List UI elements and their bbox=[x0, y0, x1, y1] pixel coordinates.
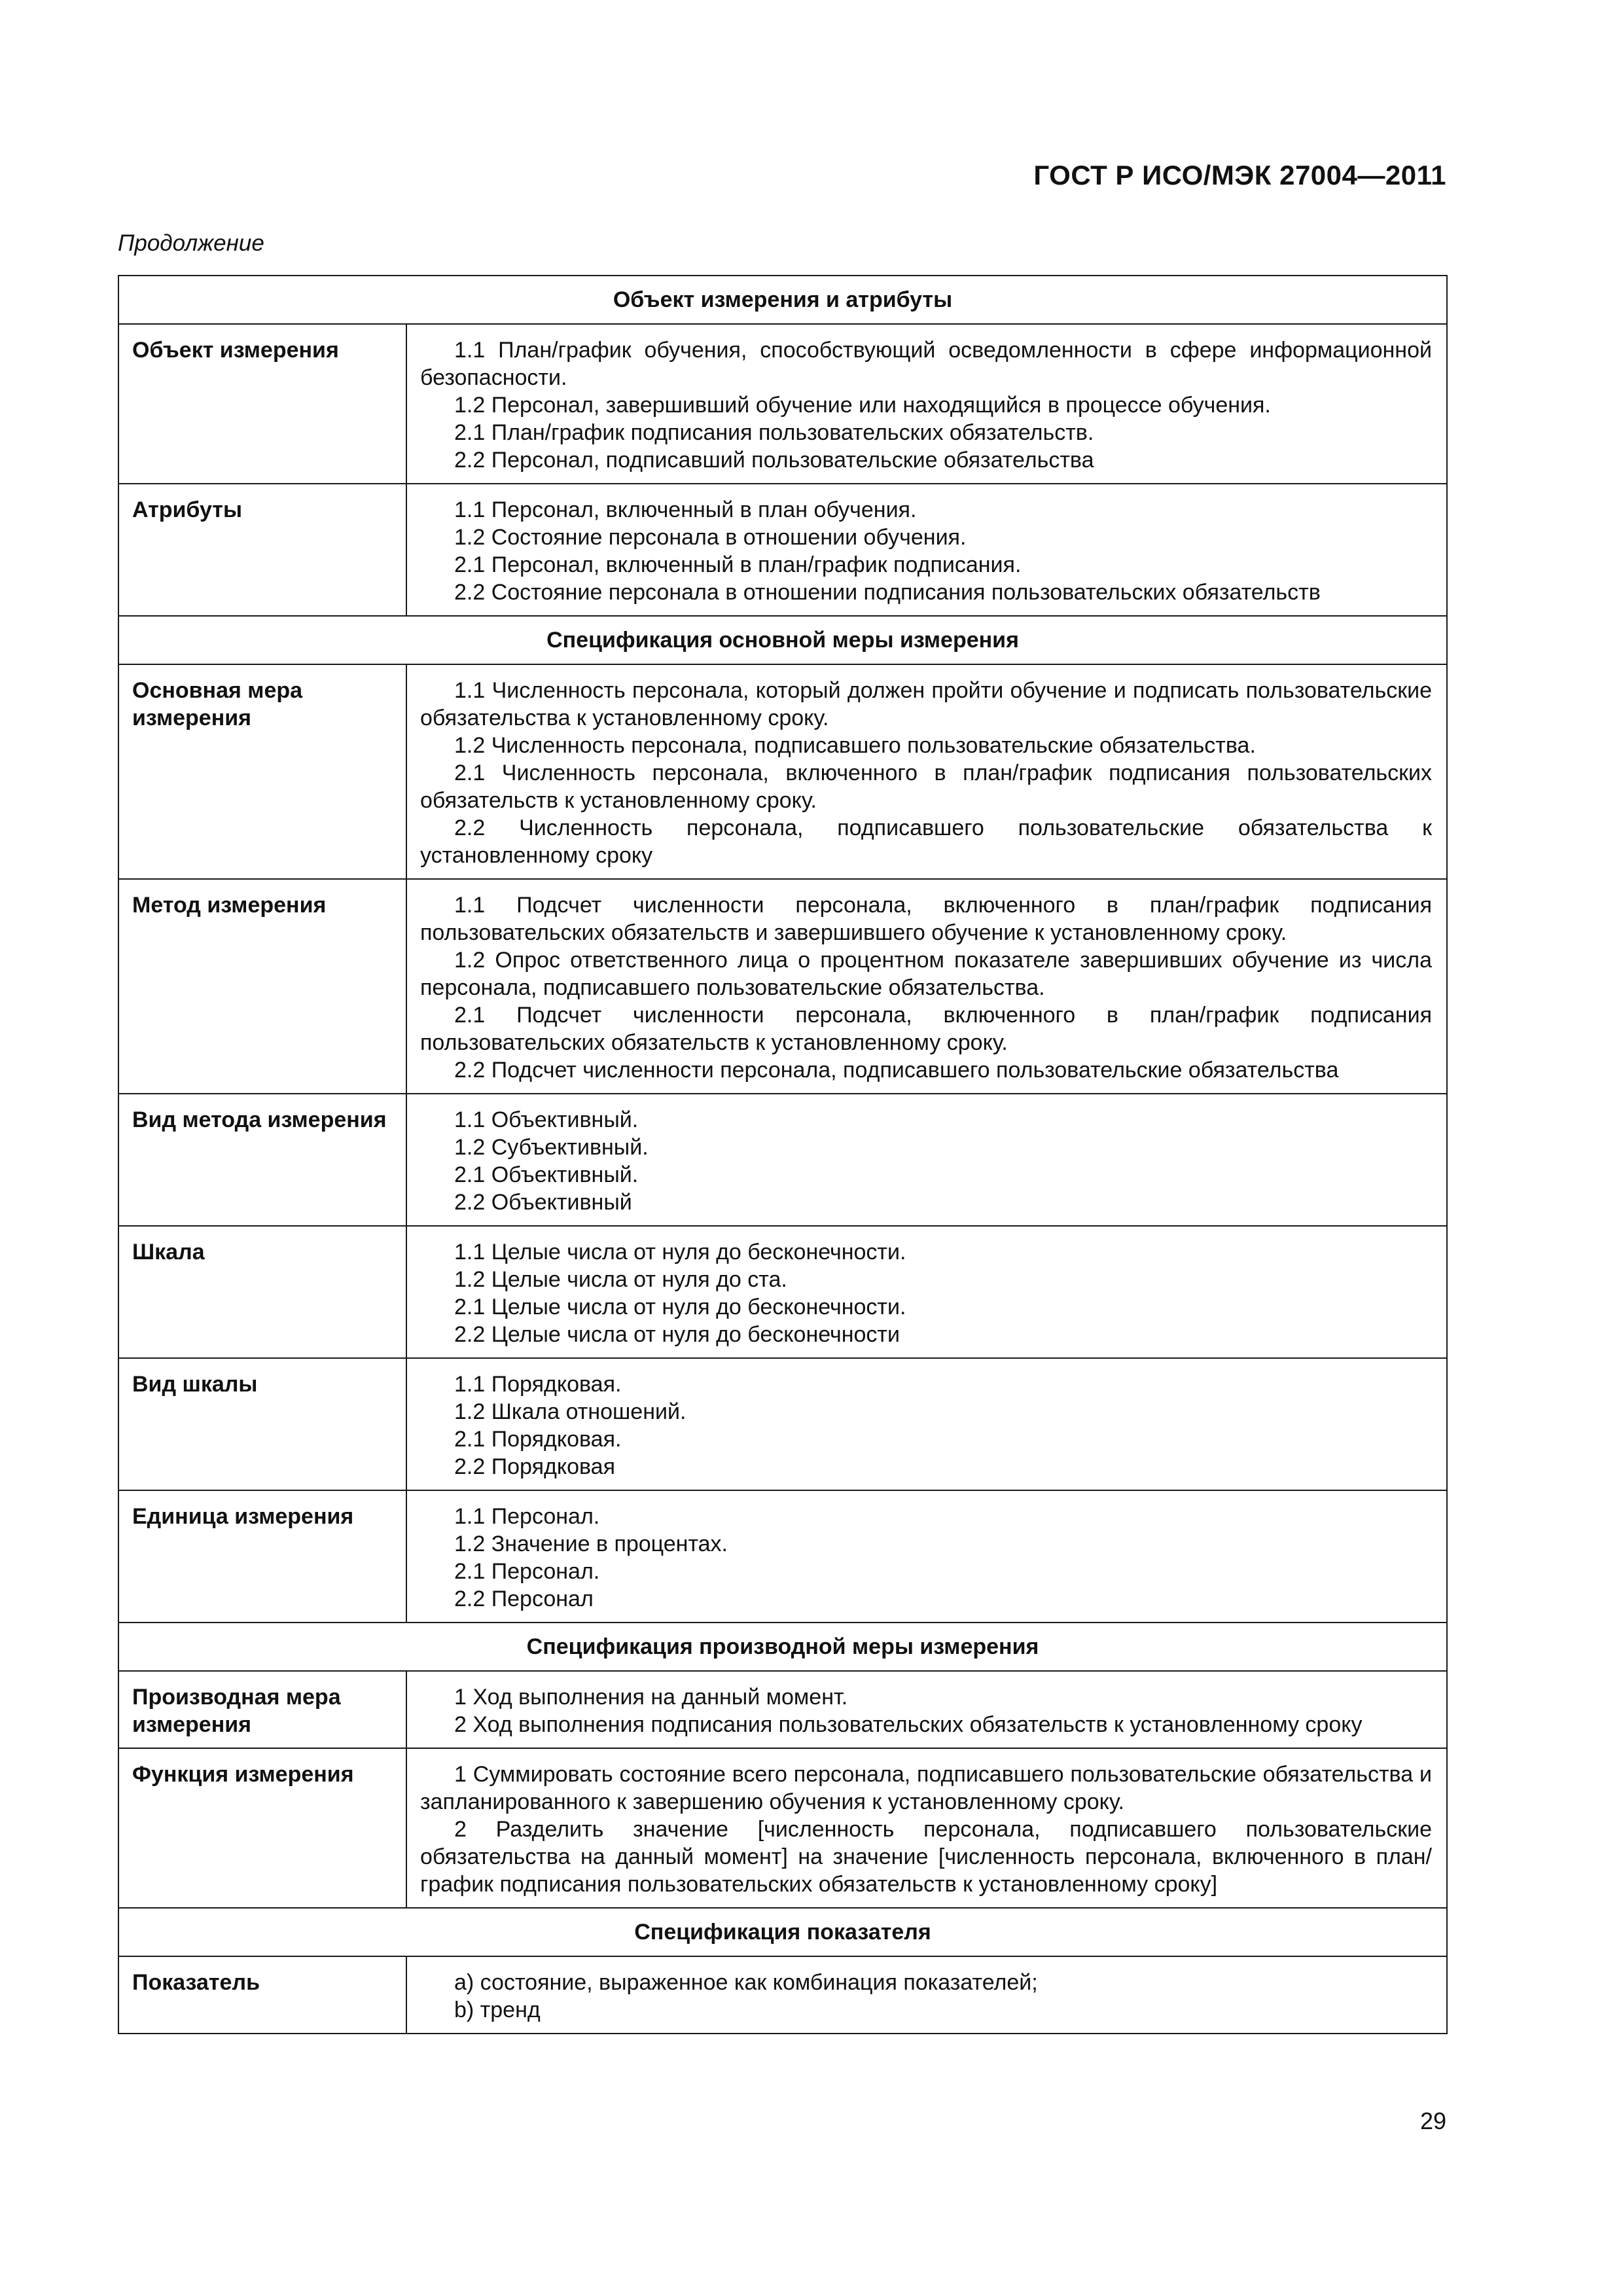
row-content bbox=[406, 664, 1447, 879]
section-heading: Объект измерения и атрибуты bbox=[118, 276, 1447, 324]
table-row bbox=[118, 324, 1447, 484]
section-row bbox=[118, 1623, 1447, 1671]
row-label: Показатель bbox=[118, 1956, 406, 2034]
row-content bbox=[406, 1226, 1447, 1358]
page-number: 29 bbox=[1419, 2108, 1446, 2134]
row-label: Функция измерения bbox=[118, 1748, 406, 1908]
list-item: 1.2 Состояние персонала в отношении обучения. bbox=[454, 525, 967, 550]
row-content bbox=[406, 1956, 1447, 2034]
row-label: Объект измерения bbox=[118, 324, 406, 484]
list-item: 1.1 Персонал. bbox=[454, 1504, 600, 1529]
table-row bbox=[118, 484, 1447, 616]
list-item: 1.2 Значение в процентах. bbox=[454, 1532, 728, 1556]
list-item: 2.2 Подсчет численности персонала, подписавшего пользовательские обязательства bbox=[454, 1058, 1339, 1083]
list-item: b) тренд bbox=[454, 1998, 541, 2022]
list-item: 2 Ход выполнения подписания пользовательских обязательств к установленному сроку bbox=[454, 1712, 1363, 1737]
section-row bbox=[118, 1908, 1447, 1956]
row-content bbox=[406, 324, 1447, 484]
list-item: 2.2 Состояние персонала в отношении подписания пользовательских обязательств bbox=[454, 580, 1321, 605]
list-item: 1.1 Объективный. bbox=[454, 1107, 639, 1132]
continuation-label: Продолжение bbox=[118, 230, 264, 256]
list-item: 1 Ход выполнения на данный момент. bbox=[454, 1685, 848, 1710]
list-item: 2.1 Целые числа от нуля до бесконечности. bbox=[454, 1295, 906, 1319]
list-item: 2.1 Объективный. bbox=[454, 1162, 639, 1187]
table-row bbox=[118, 664, 1447, 879]
list-item: a) состояние, выраженное как комбинация показателей; bbox=[454, 1970, 1038, 1995]
row-label: Производная мера измерения bbox=[118, 1671, 406, 1748]
row-content bbox=[406, 484, 1447, 616]
list-item: 2 Разделить значение [численность персонала, подписавшего пользовательские обязательства на данный момент] на значение [численность персонала, включенного в план/график подписания пользовательских обязательств к установленному сроку] bbox=[420, 1817, 1432, 1897]
list-item: 2.1 Численность персонала, включенного в план/график подписания пользовательских обязательств к установленному сроку. bbox=[420, 761, 1432, 813]
table-row bbox=[118, 1490, 1447, 1623]
list-item: 2.1 Персонал, включенный в план/график подписания. bbox=[454, 552, 1022, 577]
row-content bbox=[406, 1748, 1447, 1908]
row-label: Атрибуты bbox=[118, 484, 406, 616]
list-item: 2.2 Персонал bbox=[454, 1587, 594, 1611]
row-content bbox=[406, 1094, 1447, 1226]
list-item: 1.2 Опрос ответственного лица о процентном показателе завершивших обучение из числа персонала, подписавшего пользовательские обязательства. bbox=[420, 948, 1432, 1000]
measurement-spec-table bbox=[118, 275, 1448, 2034]
list-item: 2.2 Целые числа от нуля до бесконечности bbox=[454, 1322, 900, 1347]
row-content bbox=[406, 1490, 1447, 1623]
list-item: 2.2 Объективный bbox=[454, 1190, 632, 1215]
row-content bbox=[406, 1358, 1447, 1490]
row-label: Вид метода измерения bbox=[118, 1094, 406, 1226]
list-item: 2.1 Подсчет численности персонала, включенного в план/график подписания пользовательских обязательств к установленному сроку. bbox=[420, 1003, 1432, 1055]
table-row bbox=[118, 879, 1447, 1094]
table-row bbox=[118, 1094, 1447, 1226]
list-item: 1.2 Персонал, завершивший обучение или находящийся в процессе обучения. bbox=[454, 393, 1271, 418]
row-content bbox=[406, 879, 1447, 1094]
list-item: 2.1 План/график подписания пользовательских обязательств. bbox=[454, 420, 1094, 445]
section-heading: Спецификация производной меры измерения bbox=[118, 1623, 1447, 1671]
row-label: Единица измерения bbox=[118, 1490, 406, 1623]
list-item: 1 Суммировать состояние всего персонала, подписавшего пользовательские обязательства и запланированного к завершению обучения к установленному сроку. bbox=[420, 1762, 1432, 1814]
list-item: 1.1 Порядковая. bbox=[454, 1372, 622, 1397]
list-item: 1.2 Численность персонала, подписавшего пользовательские обязательства. bbox=[454, 733, 1256, 758]
list-item: 1.2 Целые числа от нуля до ста. bbox=[454, 1267, 787, 1292]
section-heading: Спецификация основной меры измерения bbox=[118, 616, 1447, 664]
row-label: Шкала bbox=[118, 1226, 406, 1358]
list-item: 1.1 Подсчет численности персонала, включенного в план/график подписания пользовательских обязательств и завершившего обучение к установленному сроку. bbox=[420, 893, 1432, 945]
list-item: 1.1 Персонал, включенный в план обучения. bbox=[454, 497, 917, 522]
list-item: 2.2 Численность персонала, подписавшего пользовательские обязательства к установленному сроку bbox=[420, 816, 1432, 868]
row-label: Вид шкалы bbox=[118, 1358, 406, 1490]
table-row bbox=[118, 1671, 1447, 1748]
list-item: 1.2 Шкала отношений. bbox=[454, 1399, 687, 1424]
row-label: Основная мера измерения bbox=[118, 664, 406, 879]
list-item: 1.1 План/график обучения, способствующий осведомленности в сфере информационной безопасности. bbox=[420, 338, 1432, 390]
list-item: 2.1 Персонал. bbox=[454, 1559, 600, 1584]
table-row bbox=[118, 1748, 1447, 1908]
table-row bbox=[118, 1956, 1447, 2034]
row-label: Метод измерения bbox=[118, 879, 406, 1094]
section-row bbox=[118, 276, 1447, 324]
section-row bbox=[118, 616, 1447, 664]
list-item: 2.1 Порядковая. bbox=[454, 1427, 622, 1452]
standard-code: ГОСТ Р ИСО/МЭК 27004—2011 bbox=[1033, 160, 1446, 190]
section-heading: Спецификация показателя bbox=[118, 1908, 1447, 1956]
list-item: 1.1 Целые числа от нуля до бесконечности. bbox=[454, 1240, 906, 1265]
row-content bbox=[406, 1671, 1447, 1748]
list-item: 2.2 Персонал, подписавший пользовательские обязательства bbox=[454, 448, 1094, 473]
list-item: 1.2 Субъективный. bbox=[454, 1135, 649, 1160]
table-row bbox=[118, 1226, 1447, 1358]
table-row bbox=[118, 1358, 1447, 1490]
list-item: 1.1 Численность персонала, который должен пройти обучение и подписать пользовательские обязательства к установленному сроку. bbox=[420, 678, 1432, 730]
list-item: 2.2 Порядковая bbox=[454, 1454, 616, 1479]
